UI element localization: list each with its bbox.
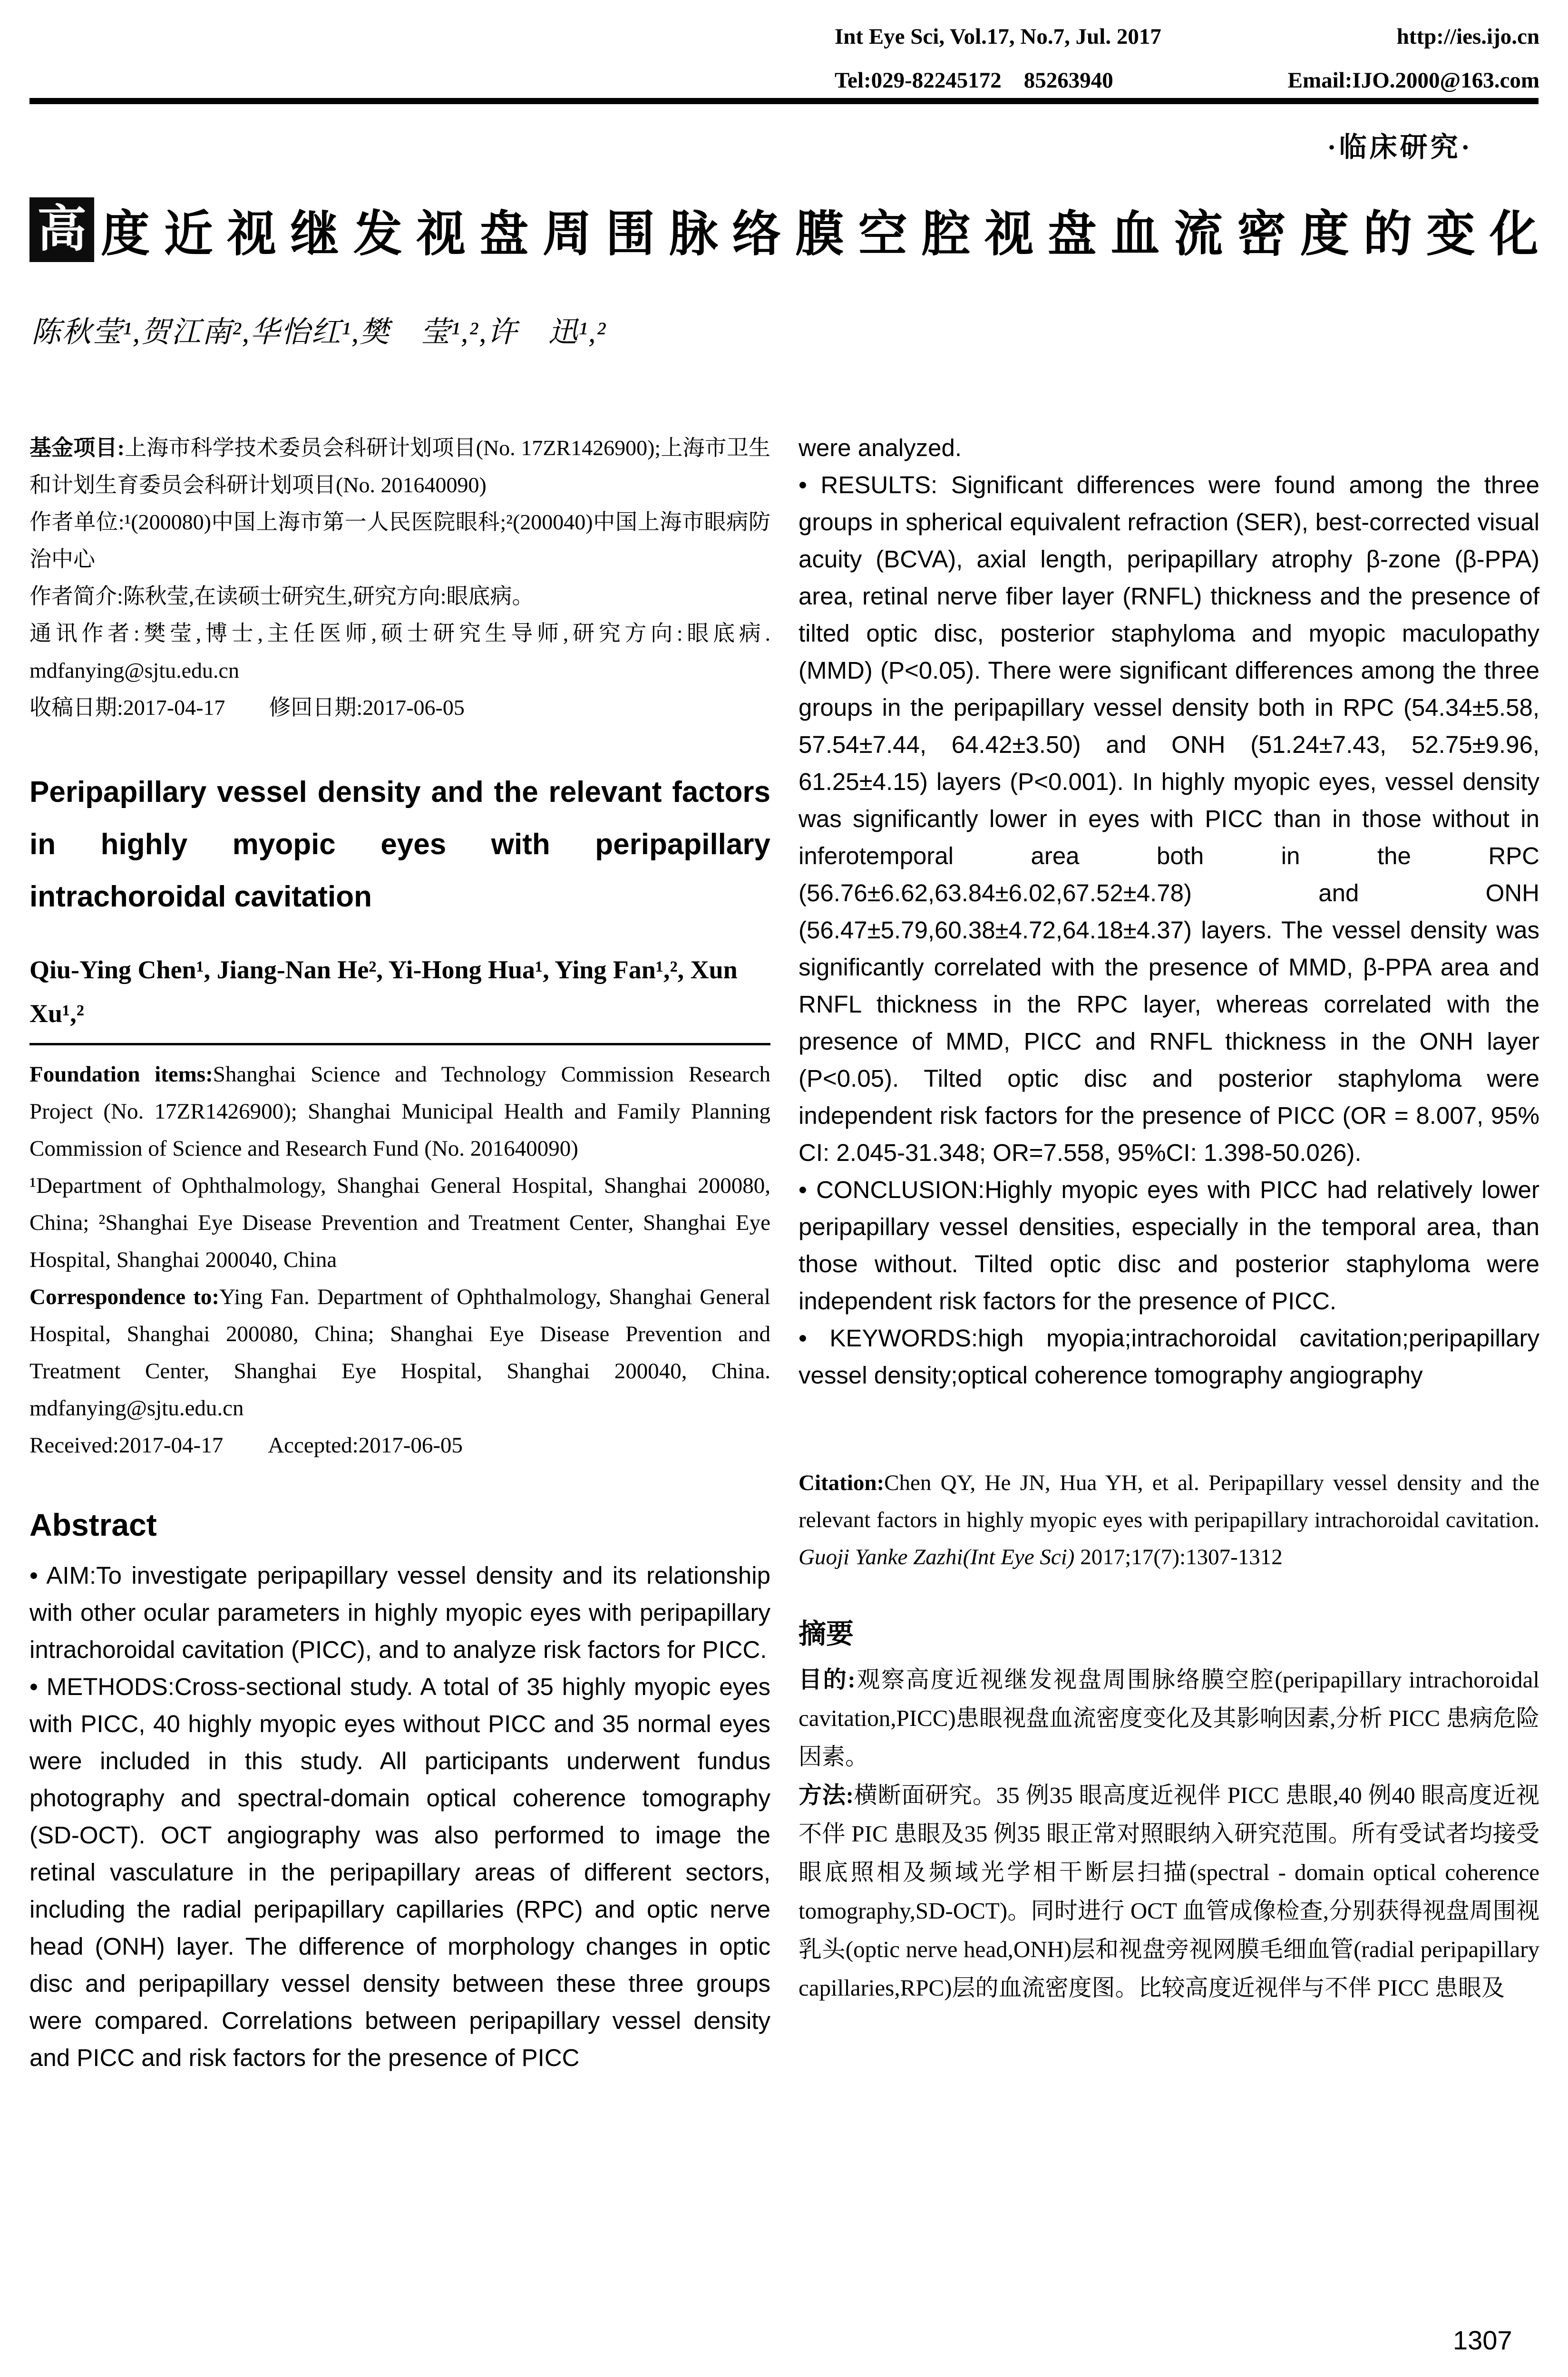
correspondence-en	[29, 1278, 770, 1427]
methods-cn-label: 方法:	[799, 1782, 854, 1808]
journal-website: http://ies.ijo.cn	[1396, 24, 1539, 49]
front-matter	[29, 429, 770, 726]
header-line-2	[835, 67, 1539, 94]
article-title-cn	[29, 196, 1539, 263]
dates-en-text: Received:2017-04-17 Accepted:2017-06-05	[29, 1433, 463, 1458]
correspondence-en-text: Ying Fan. Department of Ophthalmology, Shanghai General Hospital, Shanghai 200080, China; Shanghai Eye Disease Prevention and Treatment Center, Shanghai Eye Hospital, Shanghai 200040, China. mdfanying@sjtu.edu.cn	[29, 1285, 770, 1421]
authors-cn: 陈秋莹¹,贺江南²,华怡红¹,樊 莹¹,²,许 迅¹,²	[31, 316, 607, 349]
affiliation-cn-text: ¹(200080)中国上海市第一人民医院眼科;²(200040)中国上海市眼病防治中心	[29, 510, 771, 571]
abstract-results: • RESULTS: Significant differences were found among the three groups in spherical equivalent refraction (SER), best-corrected visual acuity (BCVA), axial length, peripapillary atrophy β-zone (β-PPA) area, retinal nerve fiber layer (RNFL) thickness and the presence of tilted optic disc, posterior staphyloma and myopic maculopathy (MMD) (P<0.05). There were significant differences among the three groups in the peripapillary vessel density both in RPC (54.34±5.58, 57.54±7.44, 64.42±3.50) and ONH (51.24±7.43, 52.75±9.96, 61.25±4.15) layers (P<0.001). In highly myopic eyes, vessel density was significantly lower in eyes with PICC than in those without in inferotemporal area both in the RPC (56.76±6.62,63.84±6.02,67.52±4.78) and ONH (56.47±5.79,60.38±4.72,64.18±4.37) layers. The vessel density was significantly correlated with the presence of MMD, β-PPA area and RNFL thickness in the RPC layer, whereas correlated with the presence of MMD, PICC and RNFL thickness in the ONH layer (P<0.05). Tilted optic disc and posterior staphyloma were independent risk factors for the presence of PICC (OR = 8.007, 95% CI: 2.045-31.348; OR=7.558, 95%CI: 1.398-50.026).	[799, 471, 1539, 1166]
abstract-cn-block	[799, 1660, 1539, 2007]
abstract-cn-methods	[799, 1776, 1539, 2007]
correspondence-cn-label: 通讯作者:	[29, 621, 140, 645]
abstract-en-block	[29, 1557, 770, 2076]
article-title-en: Peripapillary vessel density and the relevant factors in highly myopic eyes with peripapillary intrachoroidal cavitation	[29, 776, 770, 913]
received-cn-label: 收稿日期:	[29, 695, 123, 720]
methods-cn-text: 横断面研究。35 例35 眼高度近视伴 PICC 患眼,40 例40 眼高度近视不伴 PIC 患眼及35 例35 眼正常对照眼纳入研究范围。所有受试者均接受眼底照相及频域光学相干断层扫描(spectral - domain optical coherence tomography,SD-OCT)。同时进行 OCT 血管成像检查,分别获得视盘周围视乳头(optic nerve head,ONH)层和视盘旁视网膜毛细血管(radial peripapillary capillaries,RPC)层的血流密度图。比较高度近视伴与不伴 PICC 患眼及	[799, 1782, 1539, 2001]
left-column	[29, 429, 770, 2076]
bio-cn-label: 作者简介:	[29, 584, 123, 608]
journal-tel: Tel:029-82245172 85263940	[835, 68, 1113, 93]
objective-text: 观察高度近视继发视盘周围脉络膜空腔(peripapillary intrachoroidal cavitation,PICC)患眼视盘血流密度变化及其影响因素,分析 PICC 患病危险因素。	[799, 1666, 1539, 1770]
right-column	[799, 429, 1539, 2007]
section-label: ·临床研究·	[1327, 132, 1473, 163]
abstract-heading: Abstract	[29, 1507, 157, 1542]
correspondence-cn-text: 樊莹,博士,主任医师,硕士研究生导师,研究方向:眼底病. mdfanying@sjtu.edu.cn	[29, 621, 771, 682]
affiliation-cn-item	[29, 504, 770, 578]
title-cn-text: 度 近 视 继 发 视 盘 周 围 脉 络 膜 空 腔 视 盘 血 流 密 度 的 变 化	[101, 207, 1539, 262]
abstract-en-continued	[799, 429, 1539, 1394]
dates-en	[29, 1427, 770, 1464]
citation	[799, 1464, 1539, 1576]
page-number: 1307	[1453, 2325, 1512, 2355]
citation-tail: 2017;17(7):1307-1312	[1074, 1545, 1283, 1569]
dates-cn-item	[29, 689, 770, 726]
foundation-items	[29, 1056, 770, 1167]
foundation-items-label: Foundation items:	[29, 1062, 213, 1087]
abstract-keywords: • KEYWORDS:high myopia;intrachoroidal cavitation;peripapillary vessel density;optical coherence tomography angiography	[799, 1325, 1539, 1389]
abstract-methods: • METHODS:Cross-sectional study. A total of 35 highly myopic eyes with PICC, 40 highly myopic eyes without PICC and 35 normal eyes were included in this study. All participants underwent fundus photography and spectral-domain optical coherence tomography (SD-OCT). OCT angiography was also performed to image the retinal vasculature in the peripapillary areas of different sectors, including the radial peripapillary capillaries (RPC) and optic nerve head (ONH) layer. The difference of morphology changes in optic disc and peripapillary vessel density between these three groups were compared. Correlations between peripapillary vessel density and PICC and risk factors for the presence of PICC	[29, 1673, 770, 2071]
affiliation-cn-label: 作者单位:	[29, 510, 125, 534]
citation-journal: Guoji Yanke Zazhi(Int Eye Sci)	[799, 1545, 1075, 1569]
header-rule	[29, 98, 1539, 104]
citation-label: Citation:	[799, 1471, 885, 1495]
correspondence-cn-item	[29, 615, 770, 689]
foundation-block	[29, 1056, 770, 1464]
objective-label: 目的:	[799, 1666, 856, 1693]
divider-rule	[29, 1043, 770, 1045]
title-dropcap: 高	[29, 197, 94, 262]
abstract-aim: • AIM:To investigate peripapillary vessel density and its relationship with other ocular parameters in highly myopic eyes with peripapillary intrachoroidal cavitation (PICC), and to analyze risk factors for PICC.	[29, 1562, 770, 1663]
funding-text: 上海市科学技术委员会科研计划项目(No. 17ZR1426900);上海市卫生和计划生育委员会科研计划项目(No. 201640090)	[29, 436, 770, 497]
correspondence-en-label: Correspondence to:	[29, 1285, 220, 1309]
affiliation-en	[29, 1167, 770, 1278]
abstract-conclusion: • CONCLUSION:Highly myopic eyes with PICC had relatively lower peripapillary vessel densities, especially in the temporal area, than those without. Tilted optic disc and posterior staphyloma were independent risk factors for the presence of PICC.	[799, 1176, 1539, 1315]
bio-cn-text: 陈秋莹,在读硕士研究生,研究方向:眼底病。	[123, 584, 534, 608]
abstract-methods-continued: were analyzed.	[799, 434, 962, 461]
authors-en: Qiu-Ying Chen¹, Jiang-Nan He², Yi-Hong Hua¹, Ying Fan¹,², Xun Xu¹,²	[29, 955, 738, 1028]
journal-volume: Int Eye Sci, Vol.17, No.7, Jul. 2017	[835, 24, 1161, 49]
affiliation-en-text: ¹Department of Ophthalmology, Shanghai General Hospital, Shanghai 200080, China; ²Shanghai Eye Disease Prevention and Treatment Center, Shanghai Eye Hospital, Shanghai 200040, China	[29, 1173, 770, 1272]
funding-label: 基金项目:	[29, 436, 125, 460]
bio-cn-item	[29, 578, 770, 615]
journal-email: Email:IJO.2000@163.com	[1287, 68, 1539, 93]
citation-text: Chen QY, He JN, Hua YH, et al. Peripapillary vessel density and the relevant factors in highly myopic eyes with peripapillary intrachoroidal cavitation.	[799, 1471, 1539, 1532]
foundation-items-text: Shanghai Science and Technology Commission Research Project (No. 17ZR1426900); Shanghai Municipal Health and Family Planning Commission of Science and Research Fund (No. 201640090)	[29, 1062, 771, 1161]
header-line-1	[835, 23, 1539, 50]
abstract-cn-objective	[799, 1660, 1539, 1776]
funding-item	[29, 429, 770, 504]
abstract-cn-heading: 摘要	[799, 1618, 854, 1649]
dates-cn-text: 2017-04-17 修回日期:2017-06-05	[123, 695, 465, 720]
